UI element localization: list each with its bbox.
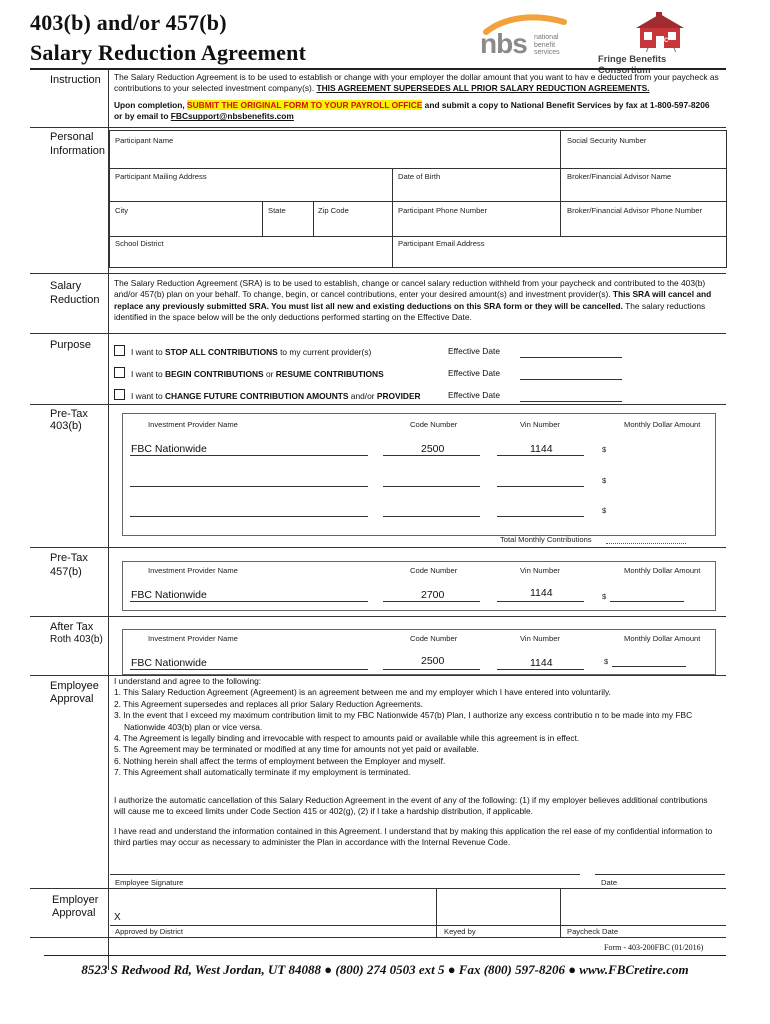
approved-by-district[interactable]: Approved by District: [115, 927, 183, 936]
employee-label-2: Approval: [50, 693, 94, 705]
vin-line[interactable]: [497, 669, 584, 670]
grid-divider: [313, 201, 314, 236]
term-item: 6. Nothing herein shall affect the terms of employment between the Employer and myself.: [114, 755, 446, 766]
col-provider: Investment Provider Name: [148, 420, 238, 429]
effective-date-label: Effective Date: [448, 390, 500, 400]
grid-divider: [392, 168, 393, 267]
pretax403-provider[interactable]: FBC Nationwide: [131, 443, 207, 455]
code-line[interactable]: [383, 601, 480, 602]
pretax403-rule: [30, 547, 726, 548]
nbs-logo-text: nbs: [480, 28, 527, 59]
signature-x: X: [114, 912, 121, 923]
grid-rule: [109, 236, 726, 237]
pretax457-vin[interactable]: 1144: [530, 587, 553, 599]
pretax403-code[interactable]: 2500: [421, 443, 445, 455]
purpose-bold: BEGIN CONTRIBUTIONS: [164, 369, 264, 379]
advisor-phone-field[interactable]: Broker/Financial Advisor Phone Number: [567, 206, 703, 215]
title-line-2: Salary Reduction Agreement: [30, 40, 307, 65]
employer-label-1: Employer: [52, 894, 99, 906]
employer-divider: [560, 888, 561, 937]
purpose-text: and/or: [348, 391, 377, 401]
col-vin: Vin Number: [520, 566, 560, 575]
employee-intro: I understand and agree to the following:: [114, 676, 262, 686]
phone-field[interactable]: Participant Phone Number: [398, 206, 488, 215]
checkbox[interactable]: [114, 367, 125, 378]
roth-vin[interactable]: 1144: [530, 657, 553, 669]
vin-line[interactable]: [497, 486, 584, 487]
employee-label-1: Employee: [50, 680, 99, 692]
dollar-sign: $: [602, 506, 607, 515]
employee-authorization: I authorize the automatic cancellation of this Salary Reduction Agreement in the event of any of the following: (1) if my employer believes additional contributions will cause me to exceed limits under Code Section 415 or 402(g), (2) if I take a hardship distribution, if applicable.: [114, 795, 708, 817]
personal-label-1: Personal: [50, 131, 94, 143]
salary-text-b: The salary reductions identified in the space below will be the only deductions performed starting on the Effective Date.: [114, 300, 706, 323]
code-line[interactable]: [383, 486, 480, 487]
pretax403-label-2: 403(b): [50, 420, 82, 432]
pretax403-label-1: Pre-Tax: [50, 408, 88, 420]
vin-line[interactable]: [497, 601, 584, 602]
dob-field[interactable]: Date of Birth: [398, 172, 441, 181]
fbc-logo-tag: FBC: [656, 38, 669, 44]
code-line[interactable]: [383, 669, 480, 670]
paycheck-date[interactable]: Paycheck Date: [567, 927, 619, 936]
checkbox[interactable]: [114, 389, 125, 400]
salary-label-2: Reduction: [50, 294, 100, 306]
grid-divider: [560, 168, 561, 236]
dollar-sign: $: [602, 592, 607, 601]
col-code: Code Number: [410, 566, 458, 575]
code-line[interactable]: [383, 516, 480, 517]
col-monthly: Monthly Dollar Amount: [624, 566, 701, 575]
header-rule: [30, 68, 726, 70]
provider-line[interactable]: [130, 486, 368, 487]
instruction-text: [114, 72, 720, 95]
salary-text-a: The Salary Reduction Agreement (SRA) is to be used to establish, change or cancel salary reduction withheld from your paycheck and contributed to the 403(b) and/or 457(b) plan on your behalf. To change, begin, or cancel contributions, enter your desired amount(s) and investment provider(s).: [114, 278, 706, 300]
purpose-option-stop[interactable]: [114, 345, 371, 358]
schoolhouse-icon: [596, 12, 716, 52]
employer-divider: [436, 888, 437, 937]
footer-contact: 8523 S Redwood Rd, West Jordan, UT 84088 ● (800) 274 0503 ext 5 ● Fax (800) 597-8206 ● www.FBCretire.com: [81, 962, 689, 977]
code-line[interactable]: [383, 455, 480, 456]
instruction-label: Instruction: [50, 74, 101, 86]
total-monthly-input[interactable]: [606, 543, 686, 544]
salary-text: [114, 278, 714, 324]
purpose-option-begin[interactable]: [114, 367, 384, 380]
col-monthly: Monthly Dollar Amount: [624, 420, 701, 429]
nbs-logo-sub: national benefit services: [534, 34, 560, 56]
purpose-text: I want to: [131, 369, 165, 379]
purpose-label: Purpose: [50, 339, 91, 351]
col-provider: Investment Provider Name: [148, 634, 238, 643]
fbc-logo: [596, 12, 716, 75]
form-number: Form - 403-200FBC (01/2016): [604, 943, 704, 952]
personal-rule: [30, 273, 726, 274]
instruction-submit-b: and submit a copy to National Benefit Services by fax at 1-800-597-8206 or by email to: [114, 100, 710, 122]
ssn-field[interactable]: Social Security Number: [567, 136, 647, 145]
checkbox[interactable]: [114, 345, 125, 356]
pretax457-rule: [30, 616, 726, 617]
salary-rule: [30, 333, 726, 334]
purpose-bold: PROVIDER: [376, 391, 421, 401]
purpose-bold: CHANGE FUTURE CONTRIBUTION AMOUNTS: [164, 391, 349, 401]
provider-line[interactable]: [130, 601, 368, 602]
roth-label-2: Roth 403(b): [50, 634, 103, 645]
grid-divider: [262, 201, 263, 236]
provider-line[interactable]: [130, 669, 368, 670]
term-item: Nationwide 403(b) plan or vice versa.: [124, 721, 263, 732]
purpose-text: I want to: [131, 347, 165, 357]
employer-label-2: Approval: [52, 907, 96, 919]
instruction-rule: [30, 127, 726, 128]
monthly-line[interactable]: [612, 666, 686, 667]
purpose-option-change[interactable]: [114, 389, 421, 402]
title-line-1: 403(b) and/or 457(b): [30, 10, 227, 35]
employee-date-line[interactable]: [595, 874, 725, 875]
roth-label-1: After Tax: [50, 621, 94, 633]
participant-name-field[interactable]: Participant Name: [115, 136, 174, 145]
pretax457-code[interactable]: 2700: [421, 589, 445, 601]
salary-text-bold: This SRA will cancel and replace any previously submitted SRA. You must list all new and existing deductions on this SRA form or they will be cancelled.: [114, 289, 712, 311]
grid-rule: [109, 201, 726, 202]
purpose-text: to my current provider(s): [277, 347, 372, 357]
keyed-by[interactable]: Keyed by: [444, 927, 476, 936]
term-item: 3. In the event that I exceed my maximum contribution limit to my FBC Nationwide 457(b) Plan, I authorize any excess contributio n to be made into my FBC: [114, 710, 693, 721]
school-district-field[interactable]: School District: [115, 239, 164, 248]
instruction-supersede: THIS AGREEMENT SUPERSEDES ALL PRIOR SALARY REDUCTION AGREEMENTS.: [316, 83, 650, 94]
grid-rule: [109, 168, 726, 169]
monthly-line[interactable]: [610, 601, 684, 602]
employee-read-understand: I have read and understand the information contained in this Agreement. I understand that by making this application the rel ease of my confidential information to third parties may occur as necessary to administer the Plan in accordance with the Internal Revenue Code.: [114, 826, 713, 848]
pretax457-label-2: 457(b): [50, 566, 82, 578]
purpose-rule: [30, 404, 726, 405]
pretax457-provider[interactable]: FBC Nationwide: [131, 589, 207, 601]
term-item: 1. This Salary Reduction Agreement (Agreement) is an agreement between me and my employer which I have entered into voluntarily.: [114, 687, 611, 698]
salary-label-1: Salary: [50, 280, 82, 292]
term-item: 7. This Agreement shall automatically terminate if my employment is terminated.: [114, 767, 411, 778]
dollar-sign: $: [602, 445, 607, 454]
grid-divider: [560, 130, 561, 168]
provider-line[interactable]: [130, 516, 368, 517]
effective-date-label: Effective Date: [448, 346, 500, 356]
effective-date-input[interactable]: [520, 401, 622, 402]
zip-field[interactable]: Zip Code: [318, 206, 349, 215]
pretax403-box: [122, 413, 716, 536]
purpose-text: I want to: [131, 391, 165, 401]
vin-line[interactable]: [497, 516, 584, 517]
employee-signature-label: Employee Signature: [115, 878, 184, 887]
col-code: Code Number: [410, 420, 458, 429]
employee-rule: [30, 888, 726, 889]
personal-label-2: Information: [50, 145, 106, 157]
employee-date-label: Date: [601, 878, 618, 887]
dollar-sign: $: [604, 657, 609, 666]
total-monthly-label: Total Monthly Contributions: [500, 535, 592, 544]
instruction-submit: [114, 100, 720, 123]
city-field[interactable]: City: [115, 206, 129, 215]
employee-signature-line[interactable]: [110, 874, 580, 875]
employer-rule: [30, 937, 726, 938]
instruction-submit-highlight: SUBMIT THE ORIGINAL FORM TO YOUR PAYROLL OFFICE: [187, 100, 423, 110]
advisor-name-field[interactable]: Broker/Financial Advisor Name: [567, 172, 672, 181]
provider-line[interactable]: [130, 455, 368, 456]
term-item: 4. The Agreement is legally binding and irrevocable with respect to amounts paid or available while this agreement is in effect.: [114, 733, 580, 744]
effective-date-label: Effective Date: [448, 368, 500, 378]
purpose-text: or: [263, 369, 276, 379]
nbs-logo: [478, 14, 588, 60]
purpose-bold: STOP ALL CONTRIBUTIONS: [164, 347, 278, 357]
term-item: 5. The Agreement may be terminated or modified at any time for amounts not yet paid or available.: [114, 744, 479, 755]
col-vin: Vin Number: [520, 420, 560, 429]
state-field[interactable]: State: [268, 206, 286, 215]
col-code: Code Number: [410, 634, 458, 643]
pretax457-label-1: Pre-Tax: [50, 552, 88, 564]
col-vin: Vin Number: [520, 634, 560, 643]
instruction-submit-a: Upon completion,: [114, 100, 185, 110]
term-item: 2. This Agreement supersedes and replaces all prior Salary Reduction Agreements.: [114, 698, 423, 709]
mailing-address-field[interactable]: Participant Mailing Address: [115, 172, 207, 181]
roth-code[interactable]: 2500: [421, 655, 445, 667]
dollar-sign: $: [602, 476, 607, 485]
effective-date-input[interactable]: [520, 379, 622, 380]
support-email-link[interactable]: FBCsupport@nbsbenefits.com: [170, 111, 294, 122]
email-field[interactable]: Participant Email Address: [398, 239, 485, 248]
col-provider: Investment Provider Name: [148, 566, 238, 575]
purpose-bold: RESUME CONTRIBUTIONS: [275, 369, 384, 379]
effective-date-input[interactable]: [520, 357, 622, 358]
footer-rule: [44, 955, 726, 956]
employer-signature-line[interactable]: [110, 925, 726, 926]
roth-provider[interactable]: FBC Nationwide: [131, 657, 207, 669]
instruction-text-1: The Salary Reduction Agreement is to be used to establish or change with your employer the dollar amount that you want to hav e deducted from your paycheck as contributions to your selected investment company(s).: [114, 72, 719, 94]
vin-line[interactable]: [497, 455, 584, 456]
pretax403-vin[interactable]: 1144: [530, 443, 553, 455]
col-monthly: Monthly Dollar Amount: [624, 634, 701, 643]
fbc-logo-text: Fringe Benefits Consortium: [598, 53, 667, 75]
employee-terms: [114, 676, 714, 779]
